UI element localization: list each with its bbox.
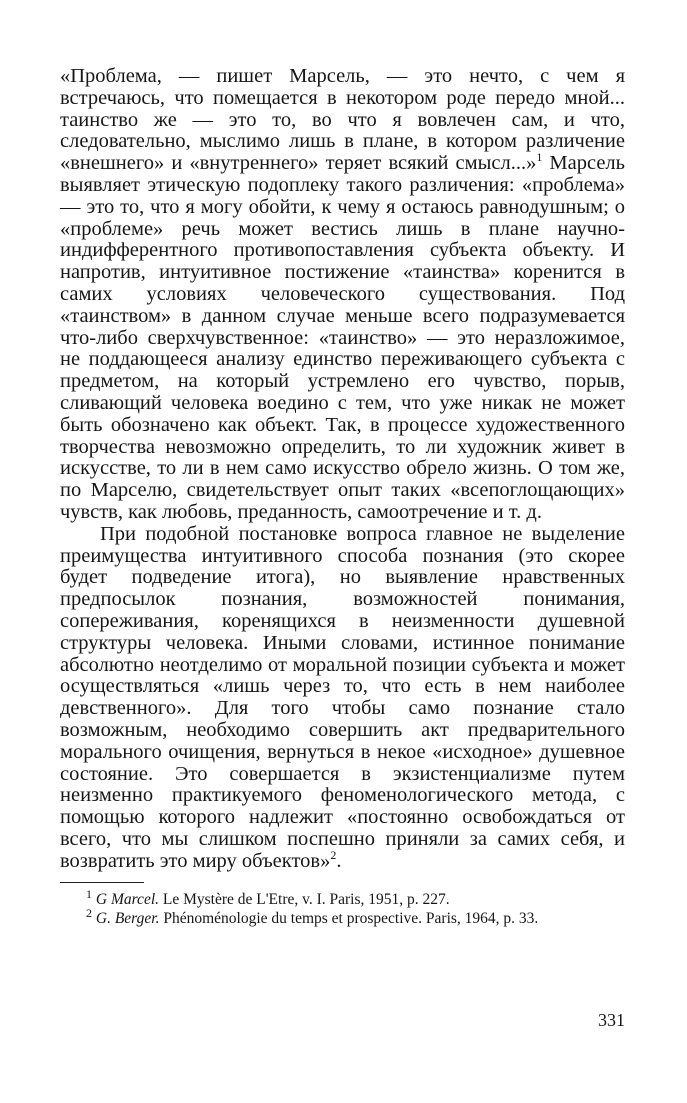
footnote-2-text: Phénoménologie du temps et prospective. Paris, 1964, p. 33. (163, 910, 539, 928)
footnote-divider (60, 882, 144, 883)
footnote-2 (60, 906, 625, 928)
paragraph-2 (60, 524, 625, 873)
paragraph-1-text-before: «Проблема, — пишет Марсель, — это нечто, с чем я встречаюсь, что помещается в некотором роде передо мной... таинство же — это то, во что я вовлечен сам, и что, следовательно, мыслимо лишь в плане, в котором различение «внешнего» и «внутреннего» теряет всякий смысл...» (60, 65, 625, 175)
footnote-1-author: G Marcel. (95, 891, 160, 909)
footnote-1-mark: 1 (86, 887, 92, 902)
footnote-2-author: G. Berger. (95, 910, 160, 928)
paragraph-1 (60, 66, 625, 524)
paragraph-2-text-after: . (336, 849, 342, 872)
footnote-ref-2[interactable]: 2 (330, 847, 337, 862)
paragraph-1-text-after: Марсель выявляет этическую подоплеку такого различения: «проблема» — это то, что я могу обойти, к чему я остаюсь равнодушным; о «проблеме» речь может вестись лишь в плане научно-индифферентного противопоставления субъекта объекту. И напротив, интуитивное постижение «таинства» коренится в самих условиях человеческого существования. Под «таинством» в данном случае меньше всего подразумевается что-либо сверхчувственное: «таинство» — это неразложимое, не поддающееся анализу единство переживающего субъекта с предметом, на который устремлено его чувство, порыв, сливающий человека воедино с тем, что уже никак не может быть обозначено как объект. Так, в процессе художественного творчества невозможно определить, то ли художник живет в искусстве, то ли в нем само искусство обрело жизнь. О том же, по Марселю, свидетельствует опыт таких «всепоглощающих» чувств, как любовь, преданность, самоотречение и т. д. (60, 152, 626, 523)
page-number: 331 (598, 1010, 625, 1030)
page-body (60, 66, 625, 928)
paragraph-2-text-before: При подобной постановке вопроса главное не выделение преимущества интуитивного способа познания (это скорее будет подведение итога), но выявление нравственных предпосылок познания, возможностей понимания, сопереживания, коренящихся в неизменности душевной структуры человека. Иными словами, истинное понимание абсолютно неотделимо от моральной позиции субъекта и может осуществляться «лишь через то, что есть в нем наиболее девственного». Для того чтобы само познание стало возможным, необходимо совершить акт предварительного морального очищения, вернуться в некое «исходное» душевное состояние. Это совершается в экзистенциализме путем неизменно практикуемого феноменологического метода, с помощью которого надлежит «постоянно освобождаться от всего, что мы слишком поспешно приняли за самих себя, и возвратить это миру объектов» (60, 522, 625, 872)
footnote-1 (60, 887, 625, 909)
footnote-1-text: Le Mystère de L'Etre, v. I. Paris, 1951, p. 227. (162, 891, 450, 909)
footnote-ref-1[interactable]: 1 (536, 150, 543, 165)
footnote-2-mark: 2 (86, 906, 92, 921)
